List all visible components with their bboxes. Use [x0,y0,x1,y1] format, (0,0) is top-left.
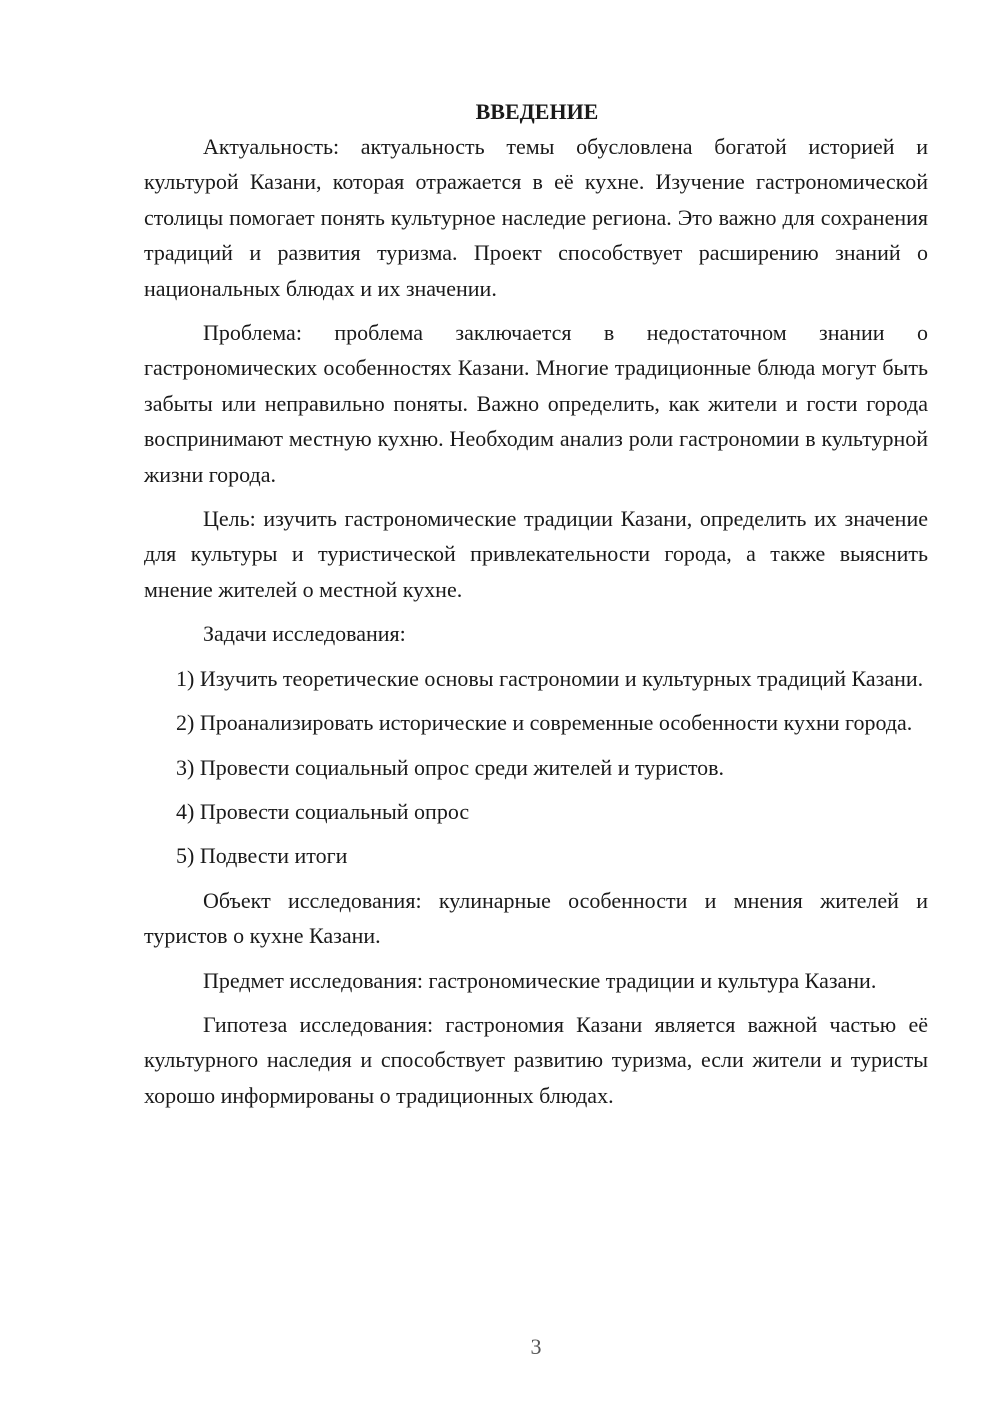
task-item-1: 1) Изучить теоретические основы гастрономии и культурных традиций Казани. [176,665,924,691]
paragraph-object: Объект исследования: кулинарные особенности и мнения жителей и туристов о кухне Казани. [144,887,928,949]
document-page [144,94,928,1122]
task-item-3: 3) Провести социальный опрос среди жителей и туристов. [176,754,725,780]
paragraph-tasks-heading: Задачи исследования: [203,621,406,647]
paragraph-goal: Цель: изучить гастрономические традиции Казани, определить их значение для культуры и туристической привлекательности города, а также выяснить мнение жителей о местной кухне. [144,506,928,602]
page-number: 3 [530,1334,542,1359]
paragraph-relevance: Актуальность: актуальность темы обусловлена богатой историей и культурой Казани, которая отражается в её кухне. Изучение гастрономической столицы помогает понять культурное наследие региона. Это важно для сохранения традиций и развития туризма. Проект способствует расширению знаний о национальных блюдах и их значении. [144,134,928,301]
task-item-2: 2) Проанализировать исторические и современные особенности кухни города. [176,710,913,736]
paragraph-problem: Проблема: проблема заключается в недостаточном знании о гастрономических особенностях Казани. Многие традиционные блюда могут быть забыты или неправильно поняты. Важно определить, как жители и гости города воспринимают местную кухню. Необходим анализ роли гастрономии в культурной жизни города. [144,320,928,487]
task-item-4: 4) Провести социальный опрос [176,798,470,824]
paragraph-hypothesis: Гипотеза исследования: гастрономия Казани является важной частью её культурного наследия и способствует развитию туризма, если жители и туристы хорошо информированы о традиционных блюдах. [144,1011,928,1108]
page-title: ВВЕДЕНИЕ [475,99,599,124]
paragraph-subject: Предмет исследования: гастрономические традиции и культура Казани. [203,967,877,993]
task-item-5: 5) Подвести итоги [176,843,348,869]
